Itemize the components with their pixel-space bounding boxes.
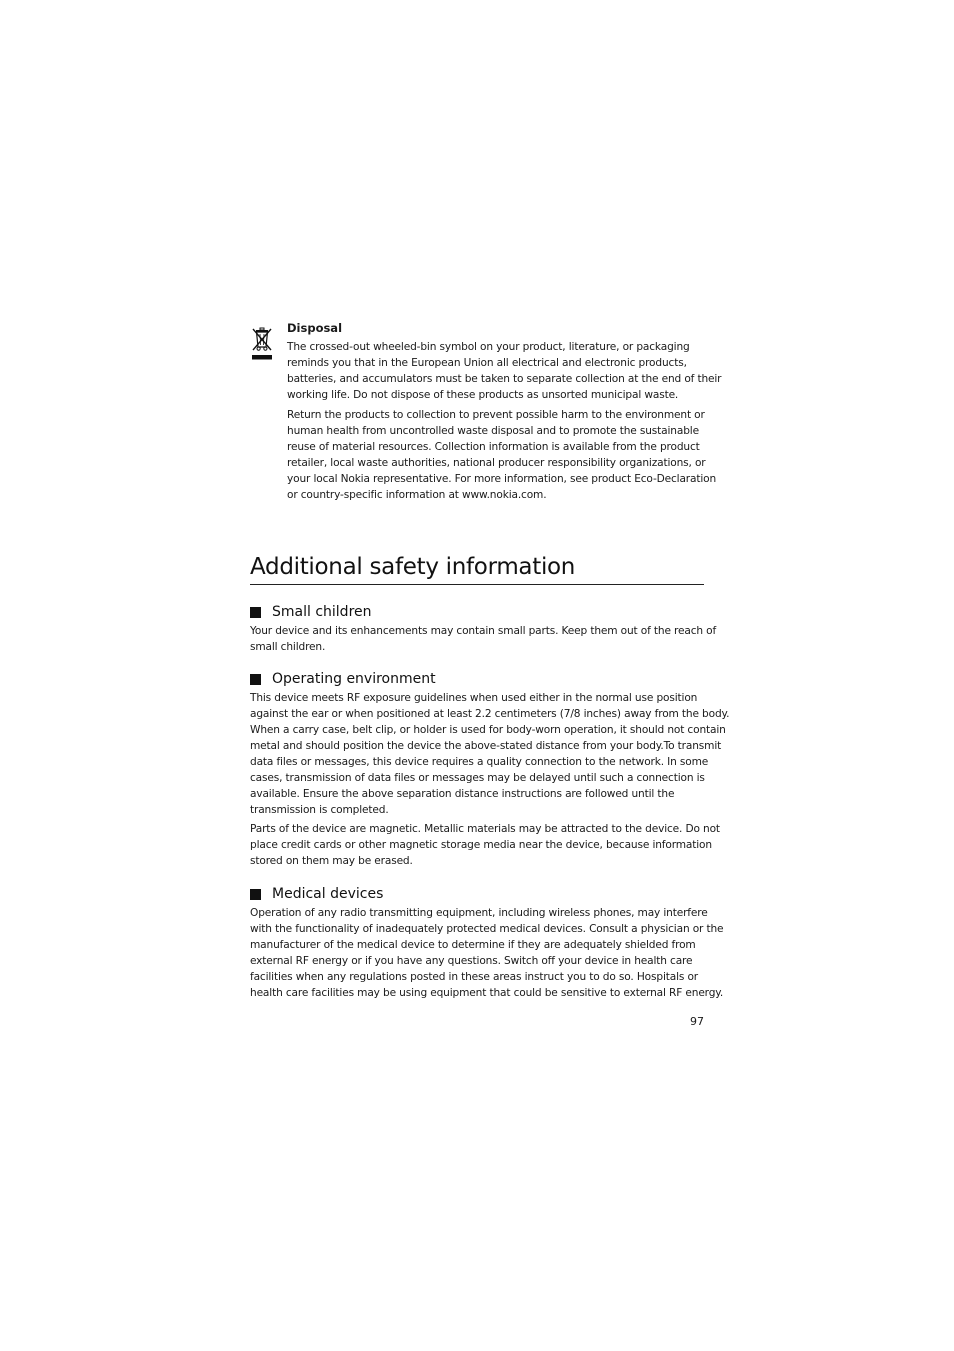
text-line: Your device and its enhancements may contain small parts. Keep them out of the reach of [250,625,717,637]
text-line: transmission is completed. [250,804,389,816]
paragraph [250,690,730,818]
section-medical-devices [250,884,724,1004]
text-line: facilities when any regulations posted in these areas instruct you to do so. Hospitals or [250,971,699,983]
section-body [250,905,724,1001]
text-line: against the ear or when positioned at least 2.2 centimeters (7/8 inches) away from the body. [250,708,730,720]
text-line: manufacturer of the medical device to determine if they are adequately shielded from [250,939,696,951]
section-body [250,690,730,869]
paragraph [250,905,724,1001]
bullet-square-icon [250,674,261,685]
section-operating-environment [250,669,730,872]
disposal-title: Disposal [287,321,343,335]
text-line: Parts of the device are magnetic. Metallic materials may be attracted to the device. Do not [250,823,720,835]
bullet-square-icon [250,889,261,900]
text-line: working life. Do not dispose of these products as unsorted municipal waste. [287,389,679,401]
text-line: with the functionality of inadequately protected medical devices. Consult a physician or the [250,923,724,935]
section-small-children [250,602,717,658]
section-title: Small children [272,604,372,620]
crossed-out-wheeled-bin-icon [250,326,274,362]
text-line: cases, transmission of data files or messages may be delayed until such a connection is [250,772,705,784]
text-line: This device meets RF exposure guidelines when used either in the normal use position [250,692,698,704]
text-line: place credit cards or other magnetic storage media near the device, because information [250,839,712,851]
text-line: Return the products to collection to prevent possible harm to the environment or [287,409,705,421]
text-line: retailer, local waste authorities, national producer responsibility organizations, or [287,457,706,469]
paragraph [250,821,720,869]
text-line: available. Ensure the above separation distance instructions are followed until the [250,788,675,800]
paragraph [250,623,717,655]
section-heading [250,602,704,622]
section-title: Medical devices [272,886,384,902]
text-line: Operation of any radio transmitting equipment, including wireless phones, may interfere [250,907,708,919]
text-line: or country-specific information at www.nokia.com. [287,489,547,501]
text-line: metal and should position the device the above-stated distance from your body.To transmit [250,740,722,752]
text-line: When a carry case, belt clip, or holder is used for body-worn operation, it should not contain [250,724,726,736]
disposal-paragraph-2 [287,407,717,503]
page-number: 97 [690,1015,704,1028]
text-line: data files or messages, this device requires a quality connection to the network. In some [250,756,709,768]
bullet-square-icon [250,607,261,618]
chapter-heading [250,550,704,585]
chapter-title: Additional safety information [250,554,576,580]
text-line: batteries, and accumulators must be taken to separate collection at the end of their [287,373,722,385]
text-line: reminds you that in the European Union all electrical and electronic products, [287,357,687,369]
text-line: human health from uncontrolled waste disposal and to promote the sustainable [287,425,699,437]
disposal-text [287,320,722,507]
text-line: small children. [250,641,326,653]
section-title: Operating environment [272,671,436,687]
section-heading [250,884,704,904]
text-line: your local Nokia representative. For more information, see product Eco-Declaration [287,473,717,485]
section-body [250,623,717,655]
text-line: external RF energy or if you have any questions. Switch off your device in health care [250,955,693,967]
text-line: reuse of material resources. Collection information is available from the product [287,441,700,453]
section-heading [250,669,704,689]
text-line: The crossed-out wheeled-bin symbol on your product, literature, or packaging [287,341,690,353]
text-line: health care facilities may be using equipment that could be sensitive to external RF energy. [250,987,724,999]
disposal-paragraph-1 [287,339,722,403]
text-line: stored on them may be erased. [250,855,413,867]
